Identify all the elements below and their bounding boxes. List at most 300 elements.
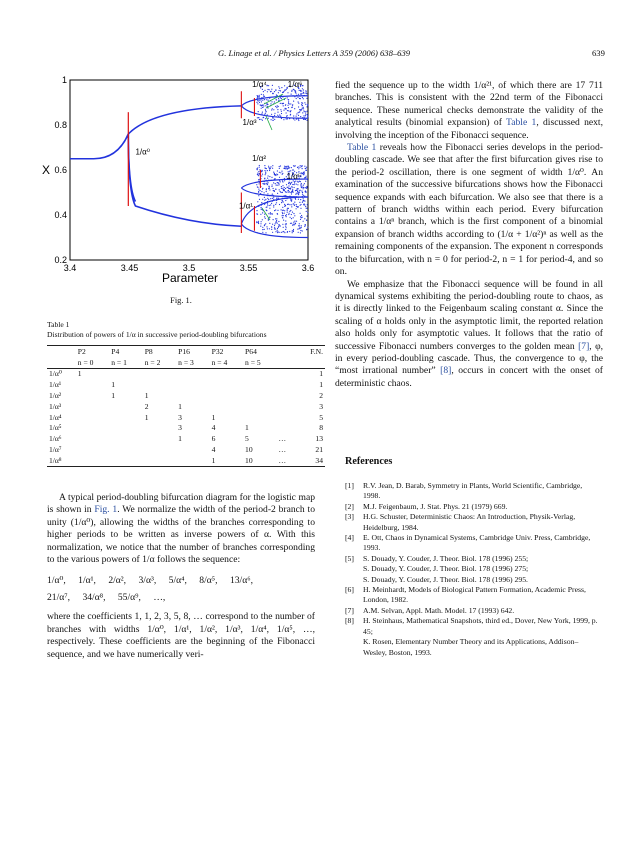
chaos-point: [272, 184, 273, 185]
table-cell: [243, 412, 276, 423]
chaos-point: [287, 105, 288, 106]
chaos-point: [277, 232, 278, 233]
reference-text: E. Ott, Chaos in Dynamical Systems, Cambridge Univ. Press, Cambridge, 1993.: [363, 533, 591, 553]
chaos-point: [292, 212, 293, 213]
chaos-point: [264, 183, 265, 184]
chaos-point: [291, 199, 292, 200]
chaos-point: [304, 173, 305, 174]
chaos-point: [256, 221, 257, 222]
table-cell: 3: [319, 401, 323, 411]
chaos-point: [282, 215, 283, 216]
chaos-point: [276, 107, 277, 108]
row-label: 1/α⁰: [49, 369, 62, 379]
col-subheader: n = 2: [144, 357, 161, 367]
reference-item: [345, 481, 600, 502]
chaos-point: [305, 181, 306, 182]
chaos-point: [306, 216, 307, 217]
table-cell: 1: [319, 380, 323, 390]
chaos-point: [293, 101, 294, 102]
chaos-point: [287, 204, 288, 205]
chaos-point: [287, 190, 288, 191]
chaos-point: [292, 189, 293, 190]
chaos-point: [268, 166, 269, 167]
chaos-point: [278, 221, 279, 222]
chaos-point: [300, 181, 301, 182]
chaos-point: [278, 106, 279, 107]
chaos-point: [282, 185, 283, 186]
reference-item: [345, 554, 600, 585]
chaos-point: [272, 198, 273, 199]
chaos-point: [300, 109, 301, 110]
chaos-point: [297, 191, 298, 192]
chaos-point: [266, 191, 267, 192]
chaos-point: [288, 214, 289, 215]
chaos-point: [288, 107, 289, 108]
fig-link[interactable]: Fig. 1: [94, 504, 118, 516]
chaos-point: [258, 96, 259, 97]
chaos-point: [257, 100, 258, 101]
chaos-point: [264, 225, 265, 226]
col-header: P32: [211, 346, 224, 356]
reference-number: [2]: [345, 501, 354, 511]
sequence-term: 21/α⁷,: [47, 592, 71, 604]
chaos-point: [296, 193, 297, 194]
chaos-point: [306, 186, 307, 187]
chaos-point: [302, 202, 303, 203]
table-cell: 4: [211, 423, 216, 433]
chaos-point: [257, 174, 258, 175]
chaos-point: [304, 201, 305, 202]
table-cell: [277, 412, 297, 423]
chaos-point: [299, 223, 300, 224]
table-body: [47, 368, 325, 466]
chaos-point: [266, 183, 267, 184]
chaos-point: [265, 109, 266, 110]
table-cell: [109, 412, 142, 423]
chaos-point: [285, 104, 286, 105]
chaos-point: [288, 168, 289, 169]
table-cell: [277, 390, 297, 401]
chaos-point: [279, 177, 280, 178]
chaos-point: [268, 118, 269, 119]
chaos-point: [300, 205, 301, 206]
chaos-point: [300, 91, 301, 92]
ref-link-7[interactable]: [7]: [578, 340, 590, 352]
chaos-point: [300, 116, 301, 117]
table-row: [47, 423, 325, 434]
chaos-point: [285, 191, 286, 192]
chaos-point: [306, 208, 307, 209]
chaos-point: [286, 89, 287, 90]
table-cell: 2: [319, 391, 323, 401]
table-cell: 1: [111, 380, 116, 390]
col-header: P4: [111, 346, 120, 356]
chaos-point: [272, 232, 273, 233]
chaos-point: [282, 181, 283, 182]
chaos-point: [284, 85, 285, 86]
chaos-point: [257, 187, 258, 188]
chaos-point: [299, 167, 300, 168]
chaos-point: [278, 198, 279, 199]
table-subheader-row: [47, 357, 325, 368]
chaos-point: [285, 224, 286, 225]
chaos-point: [292, 170, 293, 171]
x-tick-label: 3.55: [239, 263, 258, 273]
sequence-term: …,: [153, 592, 166, 604]
branch-label: 1/α⁴: [252, 79, 267, 89]
chaos-point: [293, 231, 294, 232]
chaos-point: [286, 108, 287, 109]
table-cell: 13: [315, 434, 323, 444]
chaos-point: [288, 208, 289, 209]
chaos-point: [292, 230, 293, 231]
table-cell: [243, 401, 276, 412]
chaos-point: [294, 182, 295, 183]
chaos-point: [259, 183, 260, 184]
chaos-point: [264, 170, 265, 171]
chaos-point: [287, 110, 288, 111]
chaos-point: [284, 213, 285, 214]
chaos-point: [306, 106, 307, 107]
chaos-point: [276, 99, 277, 100]
chaos-point: [302, 173, 303, 174]
chaos-point: [264, 192, 265, 193]
chaos-point: [292, 232, 293, 233]
chaos-point: [268, 213, 269, 214]
chaos-point: [271, 226, 272, 227]
chaos-point: [293, 217, 294, 218]
chaos-point: [270, 204, 271, 205]
table-cell: [109, 401, 142, 412]
chaos-point: [285, 195, 286, 196]
chaos-point: [303, 107, 304, 108]
chaos-point: [275, 231, 276, 232]
chaos-point: [256, 184, 257, 185]
chaos-point: [283, 105, 284, 106]
chaos-point: [265, 223, 266, 224]
running-header: G. Linage et al. / Physics Letters A 359 (2006) 638–639: [218, 48, 411, 58]
chaos-point: [264, 90, 265, 91]
table-cell: [176, 368, 209, 379]
chaos-point: [279, 168, 280, 169]
branch-label: 1/α²: [252, 154, 267, 163]
chaos-point: [262, 100, 263, 101]
chaos-point: [303, 185, 304, 186]
table-row: [47, 379, 325, 390]
table-cell: 1: [111, 391, 116, 401]
chaos-point: [257, 117, 258, 118]
chaos-point: [275, 209, 276, 210]
reference-number: [1]: [345, 481, 354, 490]
chaos-point: [291, 182, 292, 183]
chaos-point: [277, 231, 278, 232]
chaos-point: [276, 185, 277, 186]
chaos-point: [279, 172, 280, 173]
chaos-point: [282, 224, 283, 225]
chaos-point: [293, 229, 294, 230]
chaos-point: [270, 168, 271, 169]
chaos-point: [281, 186, 282, 187]
chaos-point: [276, 94, 277, 95]
chaos-point: [304, 117, 305, 118]
chaos-point: [303, 221, 304, 222]
chaos-point: [257, 103, 258, 104]
chaos-point: [259, 199, 260, 200]
chaos-point: [286, 184, 287, 185]
chaos-point: [285, 226, 286, 227]
chaos-point: [260, 119, 261, 120]
reference-item: [345, 502, 600, 512]
chaos-point: [267, 91, 268, 92]
chaos-point: [275, 183, 276, 184]
chaos-point: [297, 188, 298, 189]
chaos-point: [302, 112, 303, 113]
chaos-point: [291, 223, 292, 224]
chaos-point: [295, 198, 296, 199]
chaos-point: [306, 220, 307, 221]
chaos-point: [305, 168, 306, 169]
chaos-point: [281, 111, 282, 112]
table-cell: [210, 379, 243, 390]
chaos-point: [291, 90, 292, 91]
chaos-point: [298, 193, 299, 194]
chaos-point: [259, 190, 260, 191]
chaos-point: [304, 183, 305, 184]
table-cell: [109, 423, 142, 434]
chaos-point: [270, 212, 271, 213]
chaos-point: [285, 200, 286, 201]
chaos-point: [284, 232, 285, 233]
chaos-point: [262, 112, 263, 113]
table-cell: 10: [245, 455, 253, 465]
chaos-point: [259, 165, 260, 166]
chaos-point: [276, 218, 277, 219]
chaos-point: [267, 204, 268, 205]
chaos-point: [289, 204, 290, 205]
chaos-point: [280, 116, 281, 117]
chaos-point: [269, 176, 270, 177]
chaos-point: [261, 108, 262, 109]
chaos-point: [270, 213, 271, 214]
chaos-point: [299, 228, 300, 229]
chaos-point: [301, 217, 302, 218]
chaos-point: [272, 118, 273, 119]
chaos-point: [268, 85, 269, 86]
chaos-point: [298, 199, 299, 200]
chaos-point: [292, 184, 293, 185]
sequence-term: 34/α⁸,: [82, 592, 106, 604]
chaos-point: [272, 194, 273, 195]
chaos-point: [277, 185, 278, 186]
table-cell: 5: [245, 434, 249, 444]
chaos-point: [289, 231, 290, 232]
table-row: [47, 412, 325, 423]
chaos-point: [298, 168, 299, 169]
chaos-point: [285, 166, 286, 167]
chaos-point: [305, 191, 306, 192]
table-cell: 1: [178, 401, 182, 411]
chaos-point: [302, 230, 303, 231]
x-tick-label: 3.4: [63, 263, 77, 273]
chaos-point: [279, 88, 280, 89]
chaos-point: [261, 207, 262, 208]
chaos-point: [261, 105, 262, 106]
table-row: [47, 433, 325, 444]
chaos-point: [294, 202, 295, 203]
chaos-point: [289, 211, 290, 212]
chaos-point: [287, 169, 288, 170]
row-label: 1/α³: [49, 401, 62, 411]
row-label: 1/α⁷: [49, 445, 62, 455]
chaos-point: [276, 202, 277, 203]
chaos-point: [273, 182, 274, 183]
chaos-point: [283, 220, 284, 221]
ref-link-8[interactable]: [8]: [440, 365, 452, 377]
chaos-point: [277, 223, 278, 224]
chaos-point: [283, 103, 284, 104]
chaos-point: [268, 220, 269, 221]
chaos-point: [287, 97, 288, 98]
table-cell: …: [278, 434, 287, 444]
reference-text: A.M. Selvan, Appl. Math. Model. 17 (1993) 642.: [363, 605, 515, 615]
row-label: 1/α²: [49, 391, 62, 401]
chaos-point: [264, 99, 265, 100]
table-cell: 21: [315, 445, 323, 455]
reference-text: S. Douady, Y. Couder, J. Theor. Biol. 178 (1996) 295.: [363, 574, 528, 584]
table-cell: [210, 390, 243, 401]
paragraph: A typical period-doubling bifurcation diagram for the logistic map is shown in Fig. 1. We normalize the width of the period-2 branch to unity (1/α⁰), allowing the widths of the branches corresponding to higher periods to be written as inverse powers of α. With this normalization, we notice that the number of branches corresponding to the various powers of 1/α follows the sequence:: [47, 492, 316, 566]
col-header: P16: [178, 346, 190, 356]
chaos-point: [264, 214, 265, 215]
chaos-point: [304, 166, 305, 167]
chaos-point: [284, 90, 285, 91]
chaos-point: [291, 218, 292, 219]
chaos-point: [285, 220, 286, 221]
chaos-point: [305, 90, 306, 91]
chaos-point: [258, 222, 259, 223]
reference-item: [345, 533, 600, 554]
chaos-point: [275, 106, 276, 107]
chaos-point: [285, 108, 286, 109]
chaos-point: [303, 98, 304, 99]
table-link[interactable]: Table 1: [506, 117, 537, 129]
chaos-point: [274, 101, 275, 102]
branch-label: 1/α⁵: [286, 172, 302, 181]
paragraph: Table 1 reveals how the Fibonacci series develops in the period-doubling cascade. We see that after the first bifurcation gives rise to the period-2 oscillation, there is one segment of width 1/α⁰. An examination of the successive bifurcations shows how the Fibonacci sequence expands with each bifurcation. We also see that there is a pattern of branch widths within each period. Every bifurcation contains a 1/αⁿ branch, which is the first component of a binomial expansion of branch widths according to (1/α + 1/α²)ⁿ as well as the remaining components of the expansion. The exponent n corresponds to the bifurcation, with n = 0 for period-2, n = 1 for period-4, and so on.: [335, 142, 603, 278]
chaos-point: [277, 109, 278, 110]
chaos-point: [292, 225, 293, 226]
chaos-point: [266, 226, 267, 227]
table-cell: [176, 390, 209, 401]
chaos-point: [279, 180, 280, 181]
chaos-point: [261, 171, 262, 172]
chaos-point: [290, 184, 291, 185]
table-cell: 3: [178, 423, 182, 433]
chaos-point: [262, 199, 263, 200]
chaos-point: [262, 183, 263, 184]
chaos-point: [258, 189, 259, 190]
chaos-point: [300, 213, 301, 214]
chaos-point: [301, 190, 302, 191]
chaos-point: [264, 178, 265, 179]
chaos-point: [274, 210, 275, 211]
chaos-point: [258, 179, 259, 180]
col-header: P64: [245, 346, 257, 356]
chaos-point: [265, 218, 266, 219]
sequence-term: 1/α¹,: [78, 575, 96, 587]
chaos-point: [277, 170, 278, 171]
table-cell: 1: [211, 412, 216, 422]
chaos-point: [292, 105, 293, 106]
chaos-point: [291, 204, 292, 205]
chaos-point: [298, 94, 299, 95]
chaos-point: [300, 208, 301, 209]
table-cell: [76, 379, 109, 390]
chaos-point: [279, 166, 280, 167]
reference-number: [6]: [345, 585, 354, 595]
chaos-point: [260, 223, 261, 224]
col-subheader: n = 1: [111, 357, 127, 367]
chaos-point: [279, 204, 280, 205]
chaos-point: [259, 173, 260, 174]
chaos-point: [257, 201, 258, 202]
col-header: P8: [144, 346, 153, 356]
paragraph: fied the sequence up to the width 1/α²¹, of which there are 17 711 branches. This is consistent with the 22nd term of the Fibonacci sequence. These numerical checks demonstrate the validity of the analytical results (binomial expansion) of Table 1, discussed next, involving the inception of the Fibonacci sequence.: [335, 80, 603, 141]
table-cell: [210, 401, 243, 412]
reference-number: [5]: [345, 553, 354, 563]
chaos-point: [264, 114, 265, 115]
table-link[interactable]: Table 1: [347, 142, 377, 154]
table-cell: 1: [144, 391, 149, 401]
chaos-point: [301, 102, 302, 103]
chaos-point: [278, 227, 279, 228]
chaos-point: [299, 190, 300, 191]
chaos-point: [275, 189, 276, 190]
table-cell: 1: [178, 434, 182, 444]
branch-label: 1/α⁰: [135, 147, 150, 157]
chaos-point: [273, 205, 274, 206]
col-subheader: n = 4: [211, 357, 228, 367]
sequence-term: 55/α⁹,: [117, 592, 141, 604]
chaos-point: [291, 94, 292, 95]
chaos-point: [296, 221, 297, 222]
chaos-point: [294, 187, 295, 188]
chaos-point: [274, 228, 275, 229]
chaos-point: [301, 187, 302, 188]
chaos-point: [294, 215, 295, 216]
chaos-point: [297, 206, 298, 207]
chaos-point: [302, 192, 303, 193]
chaos-point: [305, 115, 306, 116]
reference-item: [345, 512, 600, 533]
chaos-point: [276, 220, 277, 221]
table-cell: [143, 433, 176, 444]
chaos-point: [259, 167, 260, 168]
chaos-point: [260, 226, 261, 227]
table-row: [47, 390, 325, 401]
x-tick-label: 3.6: [301, 263, 315, 273]
chaos-point: [280, 172, 281, 173]
table-cell: [143, 444, 176, 455]
chaos-point: [293, 115, 294, 116]
chaos-point: [298, 101, 299, 102]
chaos-point: [257, 169, 258, 170]
chaos-point: [298, 182, 299, 183]
table-cell: [109, 368, 142, 379]
y-tick-label: 1: [61, 75, 67, 85]
table-cell: 6: [211, 434, 216, 444]
chaos-point: [294, 184, 295, 185]
